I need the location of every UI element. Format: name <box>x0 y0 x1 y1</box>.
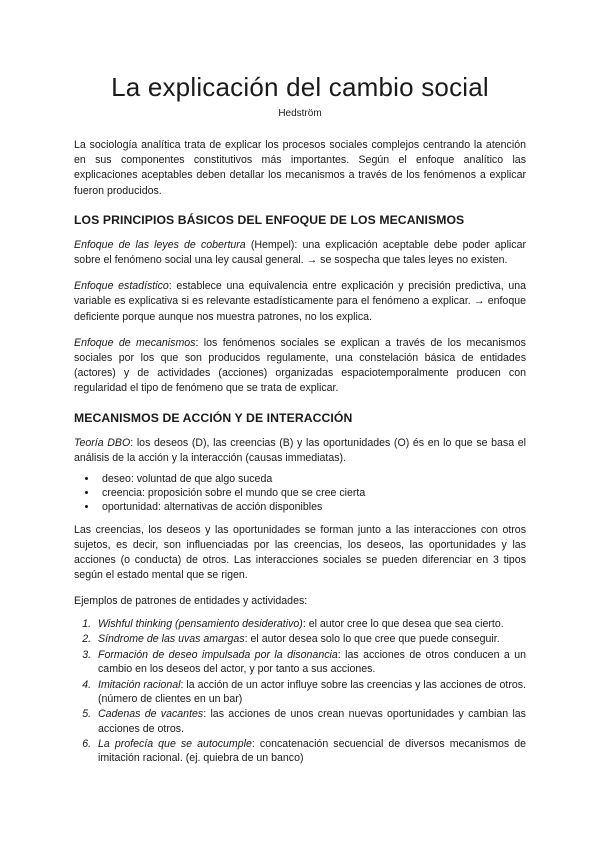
example-text: : concatenación secuencial de diversos mecanismos de imitación racional. (ej. quiebra de un banco) <box>98 738 526 765</box>
example-text: : el autor cree lo que desea que sea cierto. <box>302 617 504 630</box>
section-heading-principles: LOS PRINCIPIOS BÁSICOS DEL ENFOQUE DE LOS MECANISMOS <box>74 212 465 227</box>
dbo-bullet-list <box>74 472 526 515</box>
page-title: La explicación del cambio social <box>111 72 489 102</box>
text-covering-laws: (Hempel): una explicación aceptable debe poder aplicar sobre el fenómeno social una ley causal general. → se sospecha que tales leyes no existen. <box>74 238 526 267</box>
paragraph-mechanisms <box>74 336 526 397</box>
list-item <box>94 707 526 735</box>
term-mechanisms: Enfoque de mecanismos <box>74 336 196 349</box>
example-text: : la acción de un actor influye sobre las creencias y las acciones de otros. (número de clientes en un bar) <box>98 678 526 705</box>
section-heading-action: MECANISMOS DE ACCIÓN Y DE INTERACCIÓN <box>74 410 353 425</box>
example-term: Cadenas de vacantes <box>98 708 204 721</box>
paragraph-statistical <box>74 279 526 325</box>
examples-list <box>74 617 526 766</box>
author: Hedström <box>278 108 322 119</box>
list-item <box>94 737 526 765</box>
example-text: : el autor desea solo lo que cree que puede conseguir. <box>244 633 500 646</box>
intro-paragraph: La sociología analítica trata de explicar los procesos sociales complejos centrando la atención en sus componentes constitutivos más importantes. Según el enfoque analítico las explicaciones aceptables deben detallar los mecanismos a través de los fenómenos a explicar fueron producidos. <box>74 139 526 197</box>
term-dbo: Teoría DBO <box>74 436 131 449</box>
paragraph-interactions: Las creencias, los deseos y las oportunidades se forman junto a las interacciones con otros sujetos, es decir, son influenciadas por las creencias, los deseos, las oportunidades y las acciones (o conducta) de otros. Las interacciones sociales se pueden diferenciar en 3 tipos según el estado mental que se rigen. <box>74 523 526 582</box>
list-item: • deseo: voluntad de que algo suceda <box>98 472 526 486</box>
list-item <box>94 617 526 631</box>
term-covering-laws: Enfoque de las leyes de cobertura <box>74 238 246 251</box>
example-term: Imitación racional <box>98 678 181 691</box>
list-item <box>94 678 526 706</box>
text-statistical: : establece una equivalencia entre explicación y precisión predictiva, una variable es explicativa si es relevante estadísticamente para el fenómeno a explicar. → enfoque deficiente porque aunque nos muestra patrones, no los explica. <box>74 280 526 323</box>
list-item <box>94 632 526 646</box>
example-term: Formación de deseo impulsada por la disonancia <box>98 648 338 661</box>
list-item <box>94 648 526 676</box>
text-mechanisms: : los fenómenos sociales se explican a través de los mecanismos sociales por los que son producidos regulamente, una constelación básica de entidades (actores) y de actividades (acciones) organizadas espaciotemporalmente producen con regularidad el tipo de fenómeno que se trata de explicar. <box>74 336 526 395</box>
text-dbo: : los deseos (D), las creencias (B) y las oportunidades (O) és en lo que se basa el análisis de la acción y la interacción (causas immediatas). <box>74 436 526 464</box>
paragraph-dbo <box>74 436 526 466</box>
example-term: Wishful thinking (pensamiento desiderativo) <box>98 617 303 630</box>
list-item: • creencia: proposición sobre el mundo que se cree cierta <box>98 486 526 500</box>
example-term: La profecía que se autocumple <box>98 738 252 751</box>
example-text: : las acciones de otros conducen a un cambio en los deseos del actor, y por tanto a sus acciones. <box>98 648 526 676</box>
example-text: : las acciones de unos crean nuevas oportunidades y cambian las acciones de otros. <box>98 708 526 735</box>
term-statistical: Enfoque estadístico <box>74 280 169 293</box>
paragraph-covering-laws <box>74 238 526 268</box>
list-item: • oportunidad: alternativas de acción disponibles <box>98 500 526 514</box>
paragraph-examples-intro: Ejemplos de patrones de entidades y actividades: <box>74 595 308 608</box>
example-term: Síndrome de las uvas amargas <box>98 633 245 646</box>
